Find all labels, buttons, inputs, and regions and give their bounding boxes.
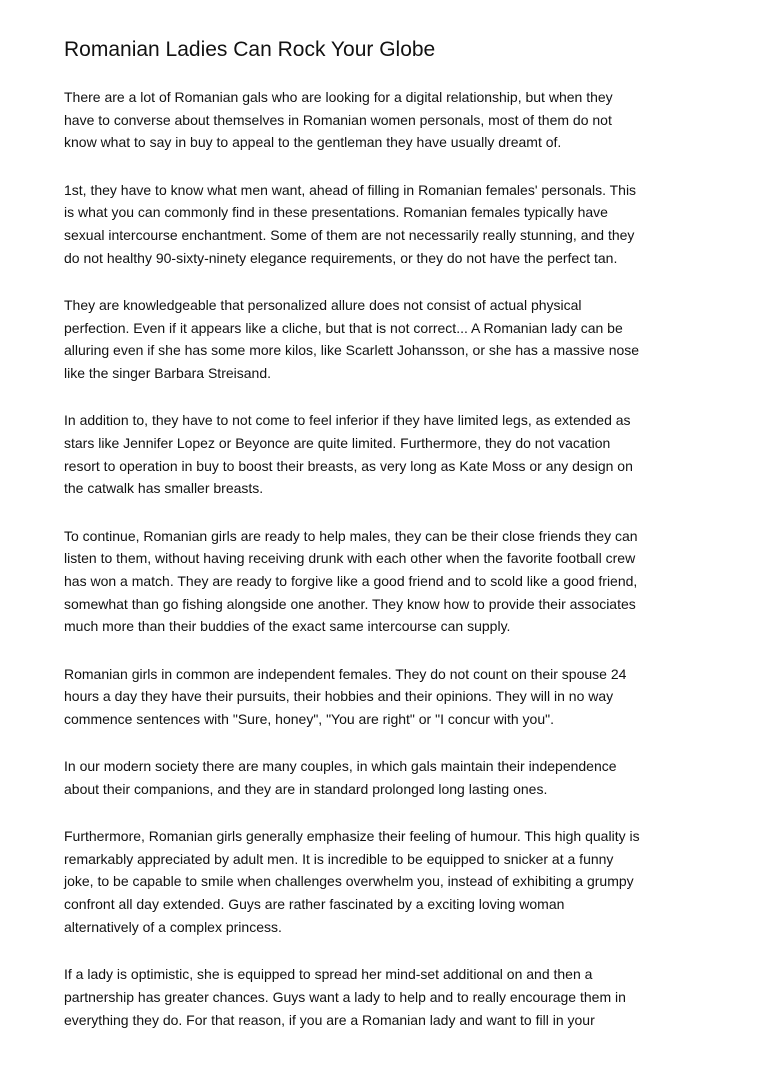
text-line: There are a lot of Romanian gals who are looking for a digital relationship, but when they [64, 89, 613, 105]
text-line: do not healthy 90-sixty-ninety elegance requirements, or they do not have the perfect tan. [64, 249, 618, 266]
text-line: resort to operation in buy to boost their breasts, as very long as Kate Moss or any design on [64, 457, 633, 474]
paragraph-7 [64, 755, 724, 800]
text-line: If a lady is optimistic, she is equipped to spread her mind-set additional on and then a [64, 966, 593, 983]
page-title: Romanian Ladies Can Rock Your Globe [64, 38, 436, 61]
text-line: know what to say in buy to appeal to the gentleman they have usually dreamt of. [64, 134, 562, 151]
text-line: somewhat than go fishing alongside one another. They know how to provide their associates [64, 595, 636, 612]
text-line: everything they do. For that reason, if you are a Romanian lady and want to fill in your [64, 1011, 595, 1028]
text-line: listen to them, without having receiving drunk with each other when the favorite football crew [64, 550, 636, 567]
text-line: is what you can commonly find in these presentations. Romanian females typically have [64, 204, 608, 221]
document-body [64, 86, 724, 1056]
paragraph-8 [64, 825, 724, 939]
text-line: They are knowledgeable that personalized allure does not consist of actual physical [64, 296, 582, 313]
paragraph-4 [64, 409, 724, 500]
text-line: joke, to be capable to smile when challenges overwhelm you, instead of exhibiting a grumpy [64, 873, 634, 890]
paragraph-9 [64, 963, 724, 1031]
paragraph-3 [64, 294, 724, 385]
text-line: confront all day extended. Guys are rather fascinated by a exciting loving woman [64, 896, 565, 913]
text-line: the catwalk has smaller breasts. [64, 480, 264, 497]
text-line: sexual intercourse enchantment. Some of them are not necessarily really stunning, and they [64, 227, 635, 244]
text-line: have to converse about themselves in Romanian women personals, most of them do not [64, 111, 612, 128]
text-line: partnership has greater chances. Guys want a lady to help and to really encourage them in [64, 988, 626, 1005]
text-line: perfection. Even if it appears like a cliche, but that is not correct... A Romanian lady can be [64, 319, 623, 336]
text-line: hours a day they have their pursuits, their hobbies and their opinions. They will in no way [64, 688, 614, 705]
text-line: about their companions, and they are in standard prolonged long lasting ones. [64, 780, 548, 797]
text-line: like the singer Barbara Streisand. [64, 365, 271, 382]
text-line: Romanian girls in common are independent females. They do not count on their spouse 24 [64, 665, 627, 682]
text-line: stars like Jennifer Lopez or Beyonce are quite limited. Furthermore, they do not vacation [64, 434, 611, 451]
text-line: alternatively of a complex princess. [64, 918, 282, 935]
paragraph-5 [64, 525, 724, 639]
text-line: commence sentences with "Sure, honey", "You are right" or "I concur with you". [64, 710, 554, 727]
text-line: much more than their buddies of the exact same intercourse can supply. [64, 618, 511, 635]
text-line: Furthermore, Romanian girls generally emphasize their feeling of humour. This high quality is [64, 828, 640, 845]
text-line: remarkably appreciated by adult men. It is incredible to be equipped to snicker at a funny [64, 850, 614, 867]
text-line: 1st, they have to know what men want, ahead of filling in Romanian females' personals. This [64, 181, 637, 198]
text-line: To continue, Romanian girls are ready to help males, they can be their close friends they can [64, 527, 638, 544]
paragraph-1 [64, 86, 724, 154]
paragraph-6 [64, 663, 724, 731]
text-line: has won a match. They are ready to forgive like a good friend and to scold like a good friend, [64, 572, 638, 589]
text-line: In our modern society there are many couples, in which gals maintain their independence [64, 758, 617, 775]
text-line: In addition to, they have to not come to feel inferior if they have limited legs, as extended as [64, 412, 631, 429]
text-line: alluring even if she has some more kilos, like Scarlett Johansson, or she has a massive nose [64, 342, 640, 359]
paragraph-2 [64, 179, 724, 270]
